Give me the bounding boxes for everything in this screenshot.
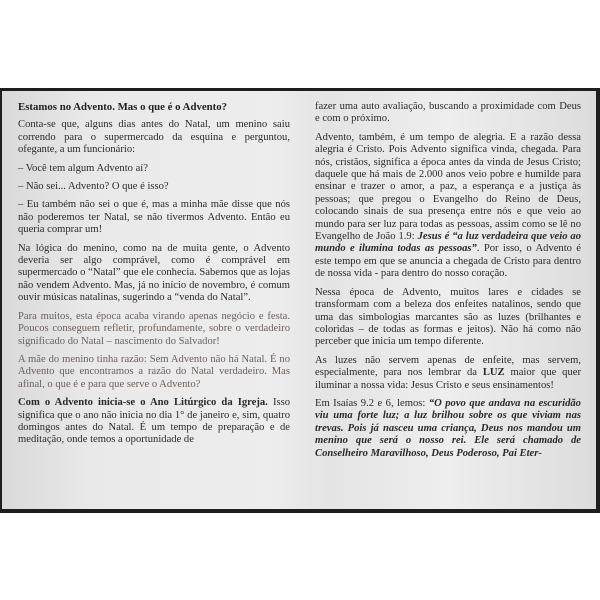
- liturgical-heading: Com o Advento inicia-se o Ano Litúrgico da Igreja.: [18, 397, 268, 409]
- continuation-paragraph: fazer uma auto avaliação, buscando a proximidade com Deus e com o próximo.: [315, 101, 581, 125]
- right-column: [315, 101, 581, 460]
- article-heading: Estamos no Advento. Mas o que é o Advento?: [18, 101, 228, 113]
- liturgical-text: Isso significa que o ano não inicia no dia 1° de janeiro e, sim, quatro domingos antes do Natal. É um tempo de preparação e de meditação, onde temos a oportunidade de: [18, 397, 291, 446]
- dialogue-line: – Não sei... Advento? O que é isso?: [18, 181, 169, 193]
- light-word: LUZ: [482, 367, 505, 379]
- light-text-start: As luzes não servem apenas de enfeite, mas servem, especialmente, para nos lembrar da: [315, 354, 581, 379]
- paragraph: Na lógica do menino, como na de muita gente, o Advento deveria ser algo comprável, como é comprável em supermercado o “Natal” que ele conhecia. Sabemos que as lojas não vendem Advento. Mas, já no início de novembro, é comum ouvir músicas natalinas, sugerindo a “venda do Natal”.: [18, 242, 290, 304]
- liturgical-section: [18, 397, 290, 447]
- isaiah-paragraph: [315, 398, 581, 460]
- paper-sheet: [2, 91, 596, 509]
- isaiah-intro: Em Isaías 9.2 e 6, lemos:: [315, 397, 429, 409]
- paragraph: A mãe do menino tinha razão: Sem Advento não há Natal. É no Advento que encontramos a razão do Natal verdadeiro. Mas afinal, o que é e para que serve o Advento?: [18, 353, 290, 390]
- joy-paragraph: [315, 132, 581, 281]
- document-photo: [0, 88, 600, 513]
- john-quote: Jesus é “a luz verdadeira que veio ao mundo e ilumina todas as pessoas”: [315, 231, 581, 255]
- joy-text-end: . Por isso, o Advento é este tempo em que se anuncia a chegada de Cristo para dentro de nossa vida - para dentro do nosso coração.: [315, 243, 581, 280]
- lights-paragraph: Nessa época de Advento, muitos lares e cidades se transformam com a beleza dos enfeites natalinos, sendo que uma das simbologias marcantes são as luzes (brilhantes e coloridas – de todas as formas e jeitos). Não há como não perceber que inicia um tempo diferente.: [315, 286, 581, 348]
- dialogue-line: – Eu também não sei o que é, mas a minha mãe disse que nós não poderemos ter Natal, se não tivermos Advento. Então eu queria comprar um!: [18, 199, 290, 236]
- paragraph: Para muitos, esta época acaba virando apenas negócio e festa. Poucos conseguem refletir, profundamente, sobre o verdadeiro significado do Natal – nascimento do Salvador!: [18, 310, 290, 347]
- dialogue-line: – Você tem algum Advento aí?: [18, 162, 148, 174]
- isaiah-quote: “O povo que andava na escuridão viu uma forte luz; a luz brilhou sobre os que viviam nas trevas. Pois já nasceu uma criança, Deus nos mandou um menino que será o nosso rei. Ele será chamado de Conselheiro Maravilhoso, Deus Poderoso, Pai Eter-: [315, 397, 581, 459]
- light-text-end: maior que quer iluminar a nossa vida: Jesus Cristo e seus ensinamentos!: [315, 367, 581, 391]
- paragraph: Conta-se que, alguns dias antes do Natal, um menino saiu correndo para o supermercado da esquina e perguntou, ofegante, a um funcionário:: [18, 119, 290, 156]
- light-paragraph: [315, 355, 581, 392]
- left-column: [18, 101, 290, 447]
- joy-text-start: Advento, também, é um tempo de alegria. E a razão dessa alegria é Cristo. Pois Advento significa vinda, chegada. Para nós, cristãos, significa a época antes da vinda de Jesus Cristo; daquele que há mais de 2.000 anos veio pobre e humilde para ensinar e trazer o amor, a paz, a esperança e a justiça às pessoas; que pregou o Evangelho do Reino de Deus, colocando sinais de sua presença entre nós e que veio ao mundo para ser luz para todas as pessoas, assim como se lê no Evangelho de João 1.9:: [315, 131, 581, 243]
